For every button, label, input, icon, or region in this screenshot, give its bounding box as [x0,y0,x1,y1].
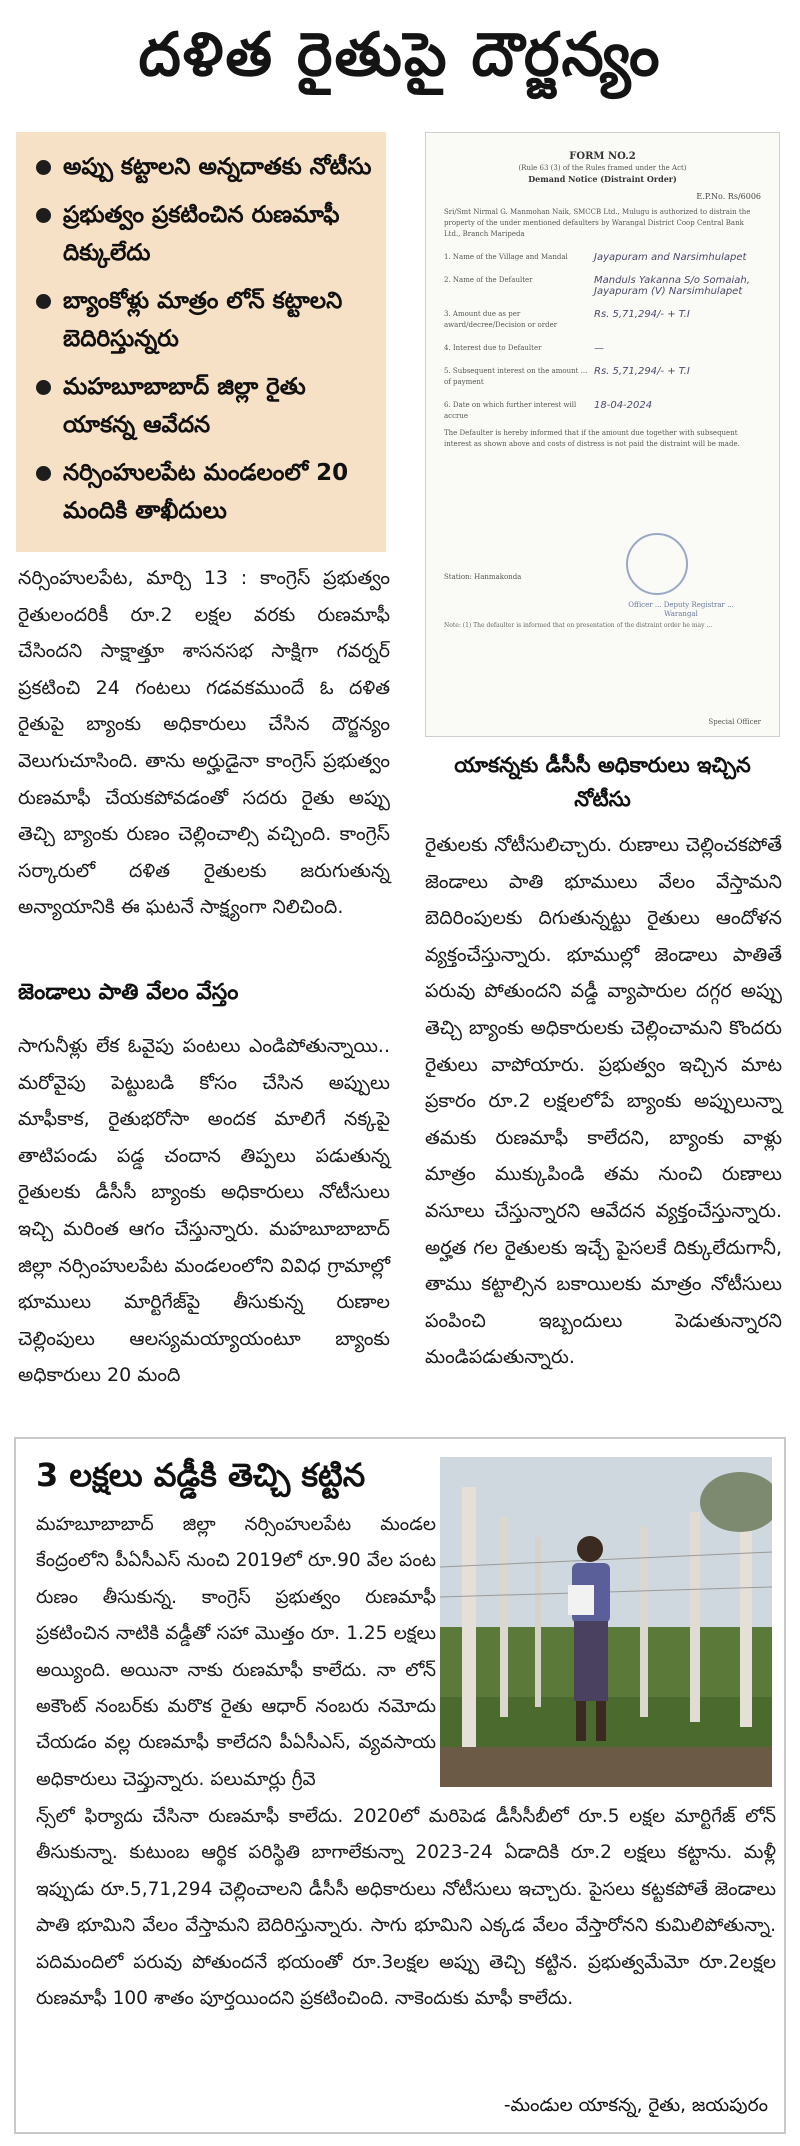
highlight-item [36,368,372,444]
notice-row [444,252,761,263]
notice-note: Note: (1) The defaulter is informed that on presentation of the distraint order he may ... [444,622,713,629]
article-column-1 [18,560,390,926]
notice-row [444,400,761,422]
notice-row-key: 2. Name of the Defaulter [444,276,533,284]
notice-subtitle: (Rule 63 (3) of the Rules framed under the Act) [518,164,687,172]
notice-row-value: Rs. 5,71,294/- + T.I [594,309,690,320]
notice-row-value: — [594,343,604,354]
testimony-text: మహబూబాబాద్ జిల్లా నర్సింహులపేట మండల కేంద్రంలోని పీఏసీఎస్ నుంచి 2019లో రూ.90 వేల పంట రుణం తీసుకున్న. కాంగ్రెస్ ప్రభుత్వం రుణమాఫీ ప్రకటించిన నాటికి వడ్డీతో సహా మొత్తం రూ. 1.25 లక్షలు అయ్యింది. అయినా నాకు రుణమాఫీ కాలేదు. నా లోన్ అకౌంట్ నంబర్‌కు మరొక రైతు ఆధార్ నంబరు నమోదు చేయడం వల్ల రుణమాఫీ కాలేదని పీఏసీఎస్, వ్యవసాయ అధికారులు చెప్తున్నారు. పలుమార్లు గ్రీవె [36,1514,436,1790]
notice-row-key: 3. Amount due as per award/decree/Decision or order [444,310,558,329]
notice-row-value: Jayapuram and Narsimhulapet [594,252,747,263]
farmer-testimony-box [14,1437,786,2134]
bullet-icon [36,294,51,309]
section-subheading: జెండాలు పాతి వేలం వేస్తం [18,980,239,1005]
notice-form-number: FORM NO.2 [569,151,636,162]
notice-row [444,366,761,388]
notice-row [444,309,761,331]
notice-para: The Defaulter is hereby informed that if the amount due together with subsequent interest as shown above and costs of distress is not paid the distraint will be made. [444,429,740,448]
notice-row-key: 6. Date on which further interest will accrue [444,401,577,420]
notice-row-key: 1. Name of the Village and Mandal [444,253,568,261]
official-seal-icon [626,533,688,595]
notice-title: Demand Notice (Distraint Order) [528,174,677,184]
highlight-text: బ్యాంకోళ్లు మాత్రం లోన్ కట్టాలని బెదిరిస్తున్నరు [63,288,343,352]
bullet-icon [36,380,51,395]
bullet-icon [36,160,51,175]
article-column-3 [425,827,782,1376]
testimony-title: 3 లక్షలు వడ్డీకి తెచ్చి కట్టిన [36,1456,366,1494]
highlights-box [16,132,386,552]
highlight-item [36,454,372,530]
highlight-item [36,196,372,272]
seal-text: Officer ... Deputy Registrar ... Warangal [628,601,734,618]
headline: దళిత రైతుపై దౌర్జన్యం [138,20,662,90]
notice-row [444,275,761,297]
highlight-text: నర్సింహులపేట మండలంలో 20 మందికి తాఖీదులు [63,460,349,524]
article-paragraph: నర్సింహులపేట, మార్చి 13 : కాంగ్రెస్ ప్రభుత్వం రైతులందరికీ రూ.2 లక్షల వరకు రుణమాఫీ చేసిందని సాక్షాత్తూ శాసనసభ సాక్షిగా గవర్నర్ ప్రకటించి 24 గంటలు గడవకముందే ఓ దళిత రైతుపై బ్యాంకు అధికారులు చేసిన దౌర్జన్యం వెలుగుచూసింది. తాను అర్హుడైనా కాంగ్రెస్ ప్రభుత్వం రుణమాఫీ చేయకపోవడంతో సదరు రైతు అప్పు తెచ్చి బ్యాంకు రుణం చెల్లించాల్సి వచ్చింది. కాంగ్రెస్ సర్కారులో దళిత రైతులకు జరుగుతున్న అన్యాయానికి ఈ ఘటనే సాక్ష్యంగా నిలిచింది. [18,567,390,919]
farmer-photo [440,1457,772,1787]
article-paragraph: సాగునీళ్లు లేక ఓవైపు పంటలు ఎండిపోతున్నాయి.. మరోవైపు పెట్టుబడి కోసం చేసిన అప్పులు మాఫీకాక, రైతుభరోసా అందక మాలిగే నక్కపై తాటిపండు పడ్డ చందాన తిప్పలు పడుతున్న రైతులకు డీసీసీ బ్యాంకు అధికారులు నోటీసులు ఇచ్చి మరింత ఆగం చేస్తున్నారు. మహబూబాబాద్ జిల్లా నర్సింహులపేట మండలంలోని వివిధ గ్రామాల్లో భూములు మార్టిగేజ్‌పై తీసుకున్న రుణాల చెల్లింపులు ఆలస్యమయ్యాయంటూ బ్యాంకు అధికారులు 20 మంది [18,1035,390,1387]
highlight-text: మహబూబాబాద్ జిల్లా రైతు యాకన్న ఆవేదన [63,374,306,438]
notice-intro: Sri/Smt Nirmal G. Manmohan Naik, SMCCB Ltd., Mulugu is authorized to distrain the property of the under mentioned defaulters by Warangal District Coop Central Bank Ltd., Branch Maripeda [444,208,751,238]
notice-row-value: 18-04-2024 [594,400,653,411]
highlight-item [36,282,372,358]
notice-row [444,343,761,354]
highlight-text: ప్రభుత్వం ప్రకటించిన రుణమాఫీ దిక్కులేదు [63,202,340,266]
farmer-photo-illustration [440,1457,772,1787]
demand-notice-image [425,132,780,737]
notice-signature: Special Officer [708,718,761,726]
notice-ref: E.P.No. Rs/6006 [696,192,761,201]
testimony-text-continued: న్స్‌లో ఫిర్యాదు చేసినా రుణమాఫీ కాలేదు. 2020లో మరిపెడ డీసీసీబీలో రూ.5 లక్షల మార్టిగేజ్ లోన్ తీసుకున్నా. కుటుంబ ఆర్థిక పరిస్థితి బాగాలేకున్నా 2023-24 ఏడాదికి రూ.2 లక్షలు కట్టాను. మళ్లీ ఇప్పుడు రూ.5,71,294 చెల్లించాలని డీసీసీ అధికారులు నోటీసులు ఇచ్చారు. పైసలు కట్టకపోతే జెండాలు పాతి భూమిని వేలం వేస్తామని బెదిరిస్తున్నారు. సాగు భూమిని ఎక్కడ వేలం వేస్తారోనని కుమిలిపోతున్నా. పదిమందిలో పరువు పోతుందనే భయంతో రూ.3లక్షల అప్పు తెచ్చి కట్టిన. ప్రభుత్వమేమో రూ.2లక్షల రుణమాఫీ 100 శాతం పూర్తయిందని ప్రకటించింది. నాకెందుకు మాఫీ కాలేదు. [36,1806,776,2010]
image-caption: యాకన్నకు డీసీసీ అధికారులు ఇచ్చిన నోటీసు [454,753,751,811]
notice-station: Station: Hanmakonda [444,573,522,581]
article-column-2 [18,1028,390,1394]
testimony-byline: -మండుల యాకన్న, రైతు, జయపురం [503,2095,768,2116]
bullet-icon [36,466,51,481]
article-paragraph: రైతులకు నోటీసులిచ్చారు. రుణాలు చెల్లించకపోతే జెండాలు పాతి భూములు వేలం వేస్తామని బెదిరింపులకు దిగుతున్నట్టు రైతులు ఆందోళన వ్యక్తంచేస్తున్నారు. భూముల్లో జెండాలు పాతితే పరువు పోతుందని వడ్డీ వ్యాపారుల దగ్గర అప్పు తెచ్చి బ్యాంకు అధికారులకు చెల్లించామని కొందరు రైతులు వాపోయారు. ప్రభుత్వం ఇచ్చిన మాట ప్రకారం రూ.2 లక్షలలోపే బ్యాంకు అప్పులున్నా తమకు రుణమాఫీ కాలేదని, బ్యాంకు వాళ్లు మాత్రం ముక్కుపిండి తమ నుంచి రుణాలు వసూలు చేస్తున్నారని ఆవేదన వ్యక్తంచేస్తున్నారు. అర్హత గల రైతులకు ఇచ్చే పైసలకే దిక్కులేదుగానీ, తాము కట్టాల్సిన బకాయిలకు మాత్రం నోటీసులు పంపించి ఇబ్బందులు పెడుతున్నారని మండిపడుతున్నారు. [425,834,782,1369]
notice-row-key: 5. Subsequent interest on the amount ... of payment [444,367,588,386]
highlight-text: అప్పు కట్టాలని అన్నదాతకు నోటీసు [63,154,372,180]
highlight-item [36,148,372,186]
notice-row-value: Rs. 5,71,294/- + T.I [594,366,690,377]
bullet-icon [36,208,51,223]
notice-row-value: Manduls Yakanna S/o Somaiah, Jayapuram (V) Narsimhulapet [594,275,750,297]
notice-row-key: 4. Interest due to Defaulter [444,344,542,352]
